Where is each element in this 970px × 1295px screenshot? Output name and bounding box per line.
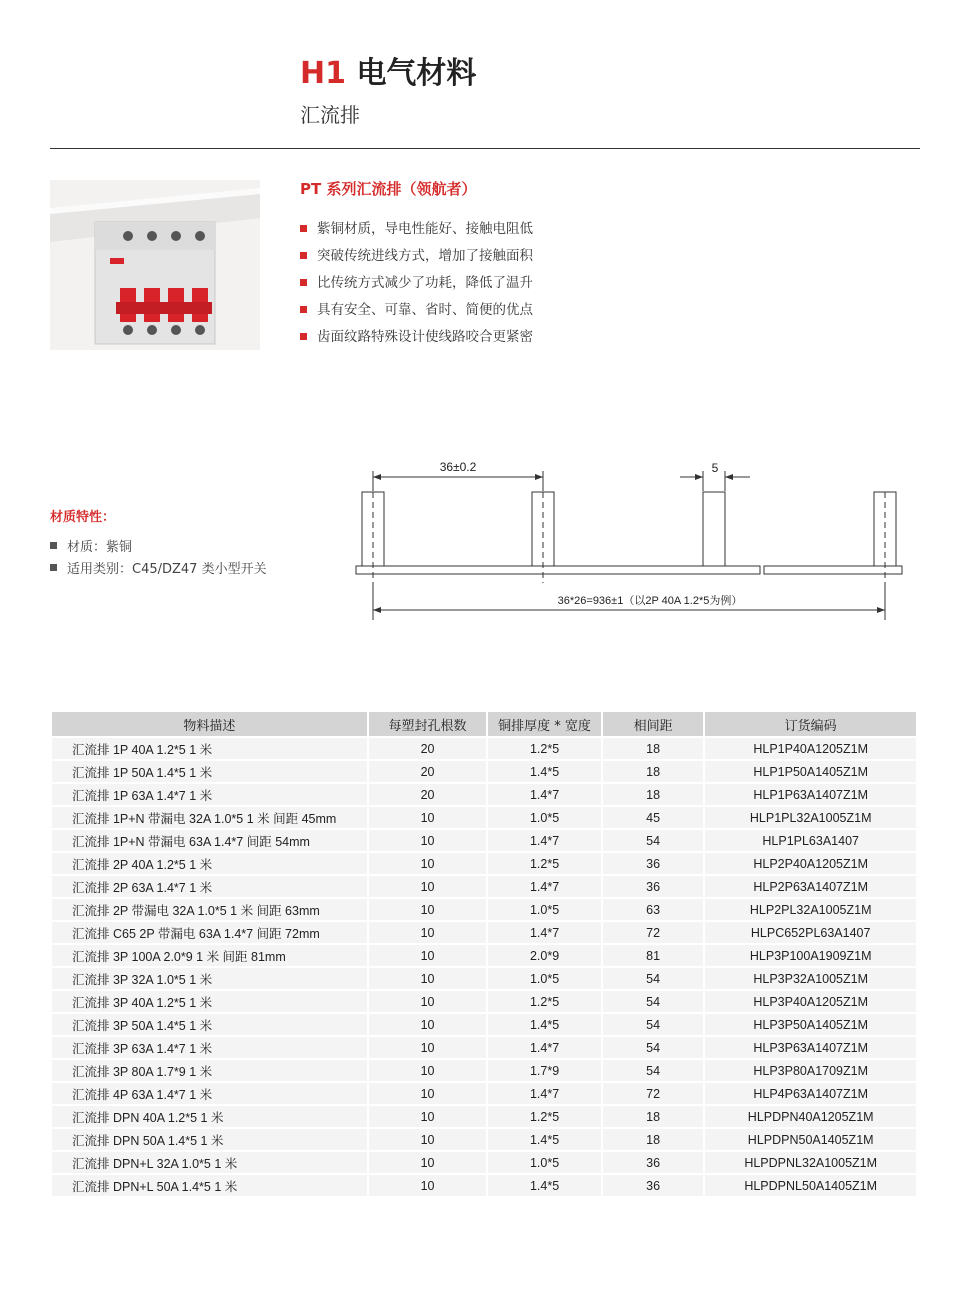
list-item: 材质：紫铜 xyxy=(50,534,267,556)
table-cell: 汇流排 3P 80A 1.7*9 1 米 xyxy=(51,1059,368,1082)
spec-table xyxy=(50,710,918,1198)
table-cell: HLP1P50A1405Z1M xyxy=(704,760,917,783)
table-cell: 10 xyxy=(368,944,487,967)
page-title xyxy=(300,48,476,92)
square-bullet-icon xyxy=(300,306,307,313)
table-cell: 10 xyxy=(368,806,487,829)
table-cell: 1.4*7 xyxy=(487,783,602,806)
table-row xyxy=(51,921,917,944)
table-cell: 10 xyxy=(368,921,487,944)
section-title: 电气材料 xyxy=(356,56,477,91)
table-cell: 汇流排 2P 带漏电 32A 1.0*5 1 米 间距 63mm xyxy=(51,898,368,921)
table-cell: 1.0*5 xyxy=(487,1151,602,1174)
table-cell: 1.2*5 xyxy=(487,737,602,760)
table-cell: HLPDPNL32A1005Z1M xyxy=(704,1151,917,1174)
table-cell: 72 xyxy=(602,921,705,944)
table-cell: 2.0*9 xyxy=(487,944,602,967)
table-cell: 36 xyxy=(602,1151,705,1174)
list-item: 适用类别：C45/DZ47 类小型开关 xyxy=(50,556,267,578)
table-cell: 10 xyxy=(368,852,487,875)
table-cell: HLP3P32A1005Z1M xyxy=(704,967,917,990)
column-header: 每塑封孔根数 xyxy=(368,711,487,737)
table-cell: 54 xyxy=(602,1059,705,1082)
table-cell: 汇流排 1P+N 带漏电 32A 1.0*5 1 米 间距 45mm xyxy=(51,806,368,829)
width-label: 5 xyxy=(711,461,719,475)
table-row xyxy=(51,852,917,875)
table-cell: 1.2*5 xyxy=(487,852,602,875)
table-cell: 汇流排 3P 50A 1.4*5 1 米 xyxy=(51,1013,368,1036)
table-row xyxy=(51,967,917,990)
table-cell: 1.4*7 xyxy=(487,875,602,898)
table-cell: 汇流排 3P 40A 1.2*5 1 米 xyxy=(51,990,368,1013)
table-cell: 72 xyxy=(602,1082,705,1105)
table-row xyxy=(51,1059,917,1082)
table-row xyxy=(51,1036,917,1059)
column-header: 相间距 xyxy=(602,711,705,737)
table-cell: 汇流排 1P 40A 1.2*5 1 米 xyxy=(51,737,368,760)
table-cell: 汇流排 DPN+L 32A 1.0*5 1 米 xyxy=(51,1151,368,1174)
table-cell: 20 xyxy=(368,760,487,783)
table-cell: 10 xyxy=(368,1082,487,1105)
table-cell: 18 xyxy=(602,1105,705,1128)
square-bullet-icon xyxy=(50,564,57,571)
busbar-diagram xyxy=(350,455,910,630)
table-cell: HLP3P80A1709Z1M xyxy=(704,1059,917,1082)
table-cell: 63 xyxy=(602,898,705,921)
table-row xyxy=(51,1013,917,1036)
table-cell: 1.4*5 xyxy=(487,1013,602,1036)
table-row xyxy=(51,898,917,921)
table-cell: 汇流排 2P 63A 1.4*7 1 米 xyxy=(51,875,368,898)
table-cell: 1.0*5 xyxy=(487,898,602,921)
table-row xyxy=(51,1082,917,1105)
table-cell: 20 xyxy=(368,737,487,760)
section-code: H1 xyxy=(300,56,346,91)
pitch-label: 36±0.2 xyxy=(439,460,477,474)
table-cell: HLPDPN50A1405Z1M xyxy=(704,1128,917,1151)
table-cell: 81 xyxy=(602,944,705,967)
table-row xyxy=(51,1151,917,1174)
table-cell: 1.4*5 xyxy=(487,760,602,783)
table-cell: HLP2P63A1407Z1M xyxy=(704,875,917,898)
table-cell: HLPC652PL63A1407 xyxy=(704,921,917,944)
table-cell: 36 xyxy=(602,1174,705,1197)
table-cell: 54 xyxy=(602,829,705,852)
table-cell: 汇流排 2P 40A 1.2*5 1 米 xyxy=(51,852,368,875)
table-cell: 汇流排 1P 63A 1.4*7 1 米 xyxy=(51,783,368,806)
table-cell: 汇流排 DPN+L 50A 1.4*5 1 米 xyxy=(51,1174,368,1197)
table-cell: 18 xyxy=(602,737,705,760)
table-cell: 1.2*5 xyxy=(487,990,602,1013)
table-cell: 10 xyxy=(368,990,487,1013)
table-cell: 1.2*5 xyxy=(487,1105,602,1128)
table-cell: 汇流排 1P+N 带漏电 63A 1.4*7 间距 54mm xyxy=(51,829,368,852)
table-cell: HLP2P40A1205Z1M xyxy=(704,852,917,875)
table-cell: HLP2PL32A1005Z1M xyxy=(704,898,917,921)
table-cell: 1.4*5 xyxy=(487,1128,602,1151)
table-cell: 10 xyxy=(368,1036,487,1059)
table-cell: 1.4*7 xyxy=(487,1036,602,1059)
list-item: 比传统方式减少了功耗，降低了温升 xyxy=(300,269,533,296)
table-cell: HLP3P63A1407Z1M xyxy=(704,1036,917,1059)
material-list xyxy=(50,534,267,578)
table-cell: 54 xyxy=(602,990,705,1013)
table-row xyxy=(51,783,917,806)
table-cell: 10 xyxy=(368,967,487,990)
table-cell: 45 xyxy=(602,806,705,829)
table-cell: HLP3P100A1909Z1M xyxy=(704,944,917,967)
page-subtitle: 汇流排 xyxy=(300,103,360,127)
square-bullet-icon xyxy=(50,542,57,549)
square-bullet-icon xyxy=(300,279,307,286)
table-cell: 18 xyxy=(602,1128,705,1151)
table-row xyxy=(51,737,917,760)
table-cell: HLPDPNL50A1405Z1M xyxy=(704,1174,917,1197)
series-title: PT 系列汇流排（领航者） xyxy=(300,180,477,198)
table-cell: HLPDPN40A1205Z1M xyxy=(704,1105,917,1128)
table-row xyxy=(51,875,917,898)
table-row xyxy=(51,829,917,852)
table-cell: 汇流排 DPN 40A 1.2*5 1 米 xyxy=(51,1105,368,1128)
table-cell: 10 xyxy=(368,898,487,921)
table-cell: 1.0*5 xyxy=(487,806,602,829)
table-cell: 36 xyxy=(602,852,705,875)
table-row xyxy=(51,806,917,829)
table-row xyxy=(51,760,917,783)
table-cell: 20 xyxy=(368,783,487,806)
divider xyxy=(50,148,920,149)
table-cell: HLP4P63A1407Z1M xyxy=(704,1082,917,1105)
table-cell: 汇流排 DPN 50A 1.4*5 1 米 xyxy=(51,1128,368,1151)
column-header: 订货编码 xyxy=(704,711,917,737)
table-cell: 10 xyxy=(368,1105,487,1128)
product-photo xyxy=(50,180,260,350)
table-cell: 10 xyxy=(368,1059,487,1082)
table-cell: 汇流排 3P 32A 1.0*5 1 米 xyxy=(51,967,368,990)
table-cell: 18 xyxy=(602,783,705,806)
table-cell: 54 xyxy=(602,1013,705,1036)
list-item: 齿面纹路特殊设计使线路咬合更紧密 xyxy=(300,323,533,350)
table-cell: 1.4*7 xyxy=(487,921,602,944)
table-cell: 1.0*5 xyxy=(487,967,602,990)
square-bullet-icon xyxy=(300,225,307,232)
list-item: 突破传统进线方式，增加了接触面积 xyxy=(300,242,533,269)
table-cell: HLP1PL63A1407 xyxy=(704,829,917,852)
table-cell: HLP1P63A1407Z1M xyxy=(704,783,917,806)
table-cell: 汇流排 4P 63A 1.4*7 1 米 xyxy=(51,1082,368,1105)
table-row xyxy=(51,1105,917,1128)
table-cell: 10 xyxy=(368,1128,487,1151)
table-cell: 1.7*9 xyxy=(487,1059,602,1082)
table-cell: 汇流排 C65 2P 带漏电 63A 1.4*7 间距 72mm xyxy=(51,921,368,944)
list-item: 具有安全、可靠、省时、简便的优点 xyxy=(300,296,533,323)
square-bullet-icon xyxy=(300,333,307,340)
table-cell: 汇流排 1P 50A 1.4*5 1 米 xyxy=(51,760,368,783)
column-header: 铜排厚度 * 宽度 xyxy=(487,711,602,737)
table-cell: 10 xyxy=(368,1013,487,1036)
table-cell: 54 xyxy=(602,1036,705,1059)
column-header: 物料描述 xyxy=(51,711,368,737)
table-cell: 1.4*7 xyxy=(487,1082,602,1105)
table-row xyxy=(51,1174,917,1197)
table-cell: 10 xyxy=(368,1174,487,1197)
table-row xyxy=(51,944,917,967)
table-cell: 10 xyxy=(368,1151,487,1174)
table-row xyxy=(51,990,917,1013)
list-item: 紫铜材质，导电性能好、接触电阻低 xyxy=(300,215,533,242)
table-cell: HLP1PL32A1005Z1M xyxy=(704,806,917,829)
table-cell: 18 xyxy=(602,760,705,783)
table-cell: 10 xyxy=(368,875,487,898)
length-label: 36*26=936±1（以2P 40A 1.2*5为例） xyxy=(557,595,743,607)
table-cell: 10 xyxy=(368,829,487,852)
table-cell: 54 xyxy=(602,967,705,990)
table-cell: HLP1P40A1205Z1M xyxy=(704,737,917,760)
material-title: 材质特性： xyxy=(50,510,116,525)
table-cell: HLP3P40A1205Z1M xyxy=(704,990,917,1013)
table-cell: 汇流排 3P 63A 1.4*7 1 米 xyxy=(51,1036,368,1059)
table-row xyxy=(51,1128,917,1151)
table-cell: HLP3P50A1405Z1M xyxy=(704,1013,917,1036)
square-bullet-icon xyxy=(300,252,307,259)
table-cell: 1.4*5 xyxy=(487,1174,602,1197)
feature-list xyxy=(300,215,533,350)
table-header-row xyxy=(51,711,917,737)
table-cell: 1.4*7 xyxy=(487,829,602,852)
table-cell: 汇流排 3P 100A 2.0*9 1 米 间距 81mm xyxy=(51,944,368,967)
table-cell: 36 xyxy=(602,875,705,898)
